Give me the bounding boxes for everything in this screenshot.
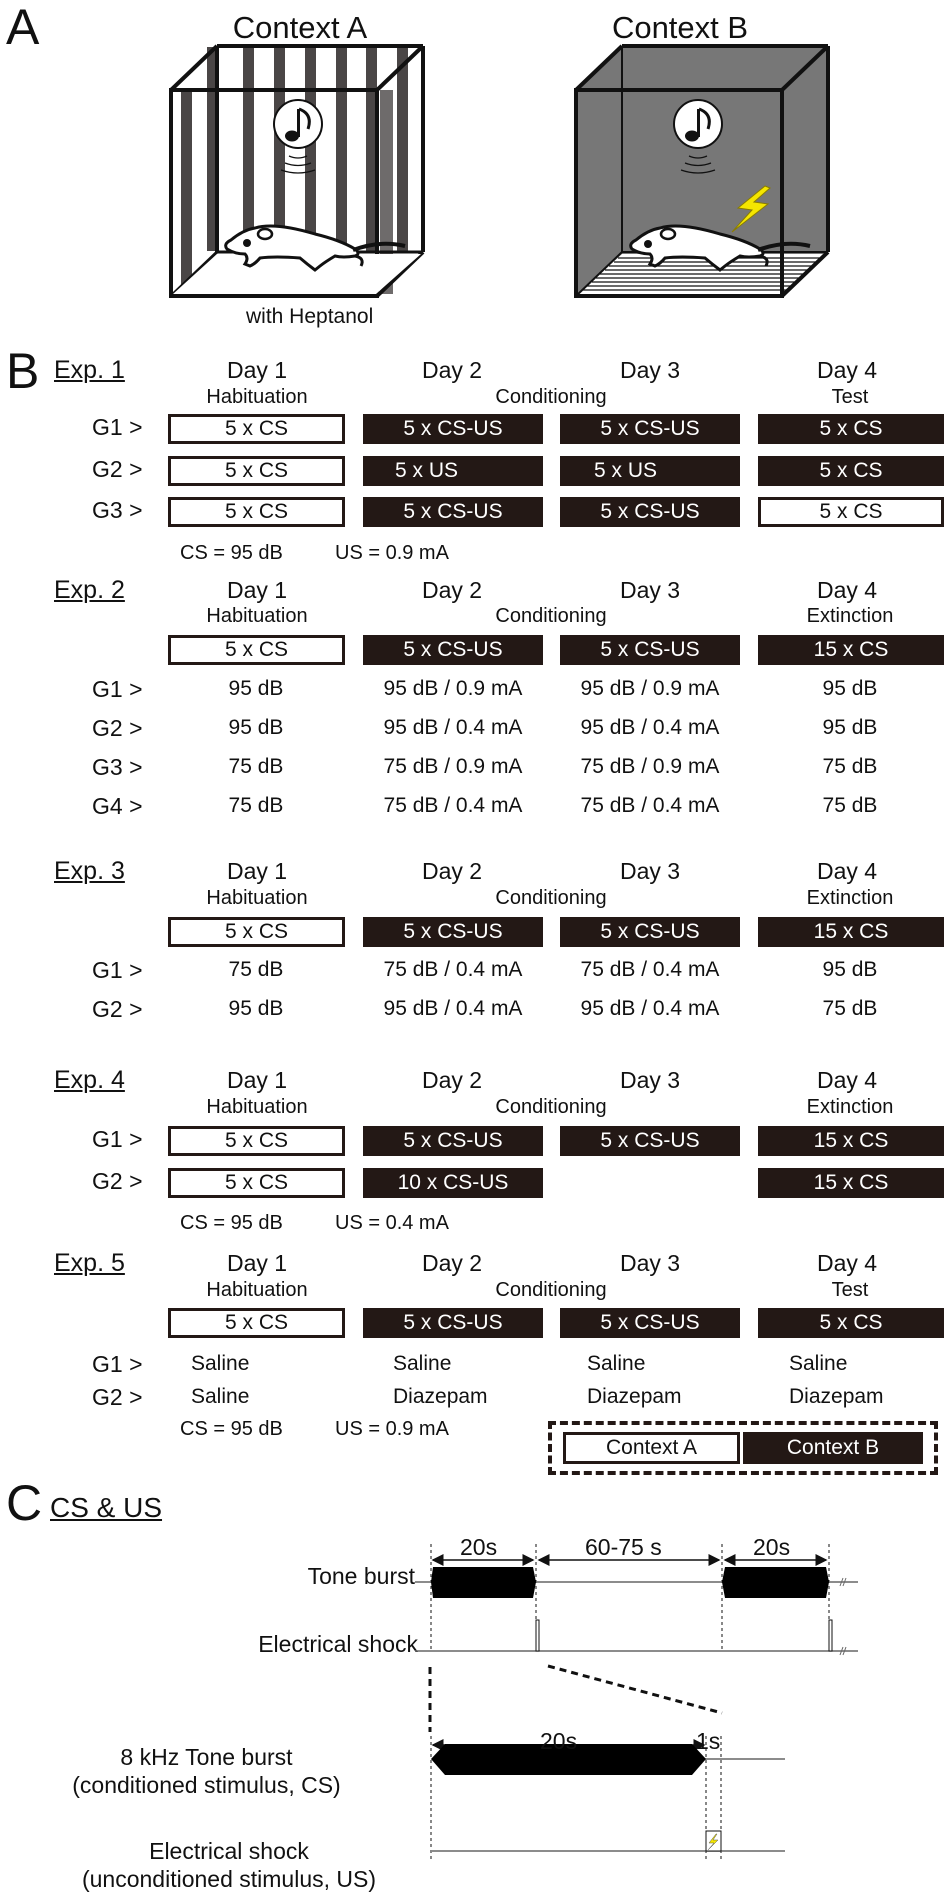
value-cell: 75 dB (822, 794, 878, 817)
value-cell: 75 dB / 0.4 mA (383, 794, 523, 817)
phase-test: Test (831, 1279, 869, 1301)
value-cell: 95 dB (228, 716, 284, 739)
day-1-label: Day 1 (226, 1250, 288, 1276)
protocol-box: 5 x CS-US (560, 917, 740, 947)
treatment-cell: Diazepam (587, 1385, 682, 1408)
protocol-box: 5 x CS-US (560, 635, 740, 665)
heptanol-note: with Heptanol (246, 305, 374, 328)
protocol-box: 5 x CS (758, 497, 944, 527)
group-label: G1 > (92, 1126, 143, 1152)
day-2-label: Day 2 (421, 1067, 483, 1093)
phase-habituation: Habituation (206, 605, 308, 627)
context-a-title: Context A (232, 10, 368, 45)
phase-extinction: Extinction (806, 887, 894, 909)
group-label: G3 > (92, 497, 143, 523)
day-2-label: Day 2 (421, 577, 483, 603)
group-label: G2 > (92, 1168, 143, 1194)
value-cell: 95 dB (822, 716, 878, 739)
cs-intensity-note: CS = 95 dB (180, 1418, 283, 1440)
phase-habituation: Habituation (206, 1096, 308, 1118)
value-cell: 75 dB / 0.9 mA (383, 755, 523, 778)
day-2-label: Day 2 (421, 858, 483, 884)
us-intensity-note: US = 0.9 mA (335, 1418, 449, 1440)
treatment-cell: Saline (587, 1352, 646, 1375)
cs-label-line1: 8 kHz Tone burst (120, 1744, 293, 1770)
phase-habituation: Habituation (206, 887, 308, 909)
protocol-box: 5 x CS (168, 1126, 345, 1156)
protocol-box: 5 x CS-US (363, 917, 543, 947)
us-label-line2: (unconditioned stimulus, US) (81, 1866, 377, 1892)
value-cell: 75 dB (822, 755, 878, 778)
protocol-box: 5 x US (363, 456, 543, 486)
value-cell: 75 dB / 0.4 mA (580, 958, 720, 981)
protocol-box: 15 x CS (758, 1126, 944, 1156)
protocol-box: 5 x CS (168, 1308, 345, 1338)
exp-label: Exp. 2 (54, 576, 125, 604)
music-note-icon (674, 100, 722, 148)
protocol-box: 5 x CS-US (363, 414, 543, 444)
phase-habituation: Habituation (206, 1279, 308, 1301)
phase-conditioning: Conditioning (495, 1279, 607, 1301)
protocol-box: 5 x CS-US (560, 497, 740, 527)
exp-label: Exp. 3 (54, 857, 125, 885)
day-3-label: Day 3 (619, 858, 681, 884)
value-cell: 95 dB / 0.4 mA (383, 997, 523, 1020)
group-label: G1 > (92, 676, 143, 702)
protocol-box: 5 x CS-US (363, 497, 543, 527)
value-cell: 75 dB (228, 755, 284, 778)
protocol-box: 5 x CS (168, 917, 345, 947)
value-cell: 95 dB / 0.4 mA (383, 716, 523, 739)
cs-intensity-note: CS = 95 dB (180, 542, 283, 564)
treatment-cell: Saline (789, 1352, 848, 1375)
panel-letter-a: A (6, 0, 40, 55)
treatment-cell: Diazepam (393, 1385, 488, 1408)
day-2-label: Day 2 (421, 357, 483, 383)
legend-context-a: Context A (563, 1432, 740, 1464)
day-4-label: Day 4 (816, 1250, 878, 1276)
group-label: G4 > (92, 793, 143, 819)
protocol-box: 5 x CS (168, 456, 345, 486)
phase-conditioning: Conditioning (495, 386, 607, 408)
day-1-label: Day 1 (226, 1067, 288, 1093)
value-cell: 75 dB (228, 958, 284, 981)
exp-label: Exp. 4 (54, 1066, 125, 1094)
exp-label: Exp. 5 (54, 1249, 125, 1277)
treatment-cell: Saline (191, 1352, 250, 1375)
duration-label: 20s (460, 1534, 498, 1560)
protocol-box: 10 x CS-US (363, 1168, 543, 1198)
protocol-box: 5 x CS-US (560, 1308, 740, 1338)
protocol-box: 5 x CS (758, 414, 944, 444)
phase-habituation: Habituation (206, 386, 308, 408)
tone-burst-label: Tone burst (307, 1563, 415, 1589)
value-cell: 95 dB / 0.9 mA (383, 677, 523, 700)
protocol-box: 5 x US (560, 456, 740, 486)
protocol-box: 5 x CS (168, 1168, 345, 1198)
treatment-cell: Saline (191, 1385, 250, 1408)
day-3-label: Day 3 (619, 1250, 681, 1276)
us-intensity-note: US = 0.4 mA (335, 1212, 449, 1234)
day-4-label: Day 4 (816, 577, 878, 603)
day-1-label: Day 1 (226, 357, 288, 383)
protocol-box: 5 x CS-US (560, 414, 740, 444)
value-cell: 75 dB (822, 997, 878, 1020)
group-label: G2 > (92, 996, 143, 1022)
day-3-label: Day 3 (619, 577, 681, 603)
cs-label (60, 1743, 353, 1799)
cs-label-line2: (conditioned stimulus, CS) (72, 1772, 341, 1798)
group-label: G2 > (92, 1384, 143, 1410)
value-cell: 75 dB / 0.4 mA (580, 794, 720, 817)
duration-label: 60-75 s (585, 1534, 662, 1560)
day-4-label: Day 4 (816, 858, 878, 884)
value-cell: 95 dB (228, 997, 284, 1020)
treatment-cell: Diazepam (789, 1385, 884, 1408)
protocol-box: 15 x CS (758, 1168, 944, 1198)
legend-context-b: Context B (743, 1432, 923, 1464)
group-label: G2 > (92, 456, 143, 482)
cs-intensity-note: CS = 95 dB (180, 1212, 283, 1234)
us-label-line1: Electrical shock (149, 1838, 309, 1864)
protocol-box: 5 x CS (168, 497, 345, 527)
phase-extinction: Extinction (806, 1096, 894, 1118)
group-label: G2 > (92, 715, 143, 741)
value-cell: 95 dB (228, 677, 284, 700)
group-label: G3 > (92, 754, 143, 780)
context-a-chamber (165, 44, 435, 304)
protocol-box: 5 x CS-US (363, 1126, 543, 1156)
panel-letter-b: B (6, 343, 40, 399)
phase-test: Test (831, 386, 869, 408)
context-b-chamber (570, 44, 840, 304)
value-cell: 95 dB / 0.9 mA (580, 677, 720, 700)
protocol-box: 5 x CS-US (560, 1126, 740, 1156)
value-cell: 95 dB (822, 677, 878, 700)
panel-c-title: CS & US (50, 1492, 163, 1523)
phase-conditioning: Conditioning (495, 887, 607, 909)
day-1-label: Day 1 (226, 577, 288, 603)
value-cell: 95 dB / 0.4 mA (580, 716, 720, 739)
exp-label: Exp. 1 (54, 356, 125, 384)
music-note-icon (274, 100, 322, 148)
protocol-box: 5 x CS (758, 456, 944, 486)
protocol-box: 5 x CS (758, 1308, 944, 1338)
group-label: G1 > (92, 414, 143, 440)
value-cell: 95 dB (822, 958, 878, 981)
day-3-label: Day 3 (619, 357, 681, 383)
protocol-box: 15 x CS (758, 917, 944, 947)
protocol-box: 5 x CS (168, 414, 345, 444)
us-intensity-note: US = 0.9 mA (335, 542, 449, 564)
protocol-box: 15 x CS (758, 635, 944, 665)
value-cell: 95 dB / 0.4 mA (580, 997, 720, 1020)
us-label (40, 1837, 418, 1893)
day-4-label: Day 4 (816, 357, 878, 383)
value-cell: 75 dB / 0.9 mA (580, 755, 720, 778)
group-label: G1 > (92, 957, 143, 983)
phase-conditioning: Conditioning (495, 605, 607, 627)
duration-label: 20s (753, 1534, 791, 1560)
protocol-box: 5 x CS-US (363, 635, 543, 665)
treatment-cell: Saline (393, 1352, 452, 1375)
phase-extinction: Extinction (806, 605, 894, 627)
phase-conditioning: Conditioning (495, 1096, 607, 1118)
protocol-box: 5 x CS (168, 635, 345, 665)
group-label: G1 > (92, 1351, 143, 1377)
shock-label: Electrical shock (258, 1631, 418, 1657)
day-1-label: Day 1 (226, 858, 288, 884)
timeline-overview (0, 1540, 944, 1650)
day-3-label: Day 3 (619, 1067, 681, 1093)
day-4-label: Day 4 (816, 1067, 878, 1093)
context-b-title: Context B (611, 10, 749, 45)
day-2-label: Day 2 (421, 1250, 483, 1276)
detail-duration-cs: 20s (540, 1728, 578, 1754)
value-cell: 75 dB / 0.4 mA (383, 958, 523, 981)
detail-duration-us: 1s (696, 1728, 721, 1754)
protocol-box: 5 x CS-US (363, 1308, 543, 1338)
panel-letter-c: C (6, 1475, 43, 1531)
value-cell: 75 dB (228, 794, 284, 817)
